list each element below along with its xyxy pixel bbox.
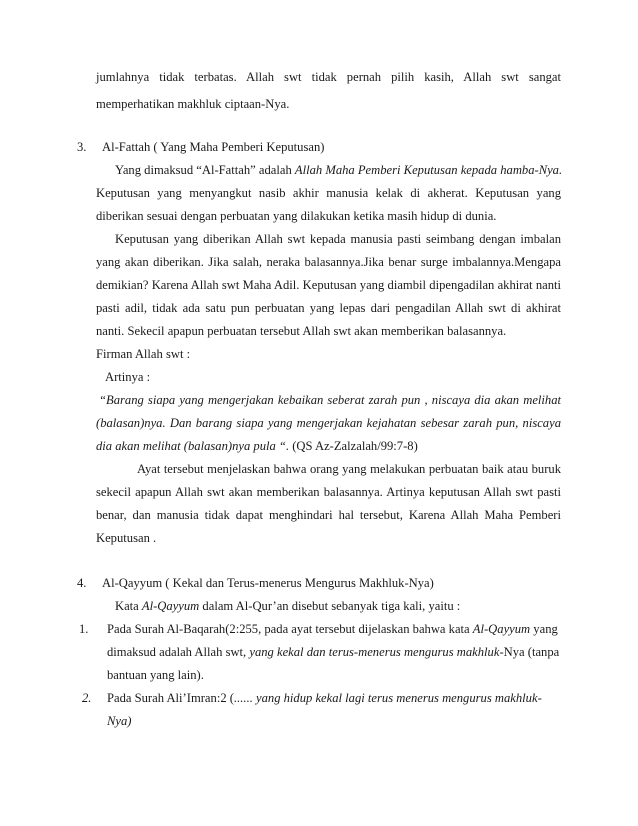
quote-reference: (QS Az-Zalzalah/99:7-8) — [289, 439, 418, 453]
s3-para2-line3: demikian? Karena Allah swt Maha Adil. Keputusan yang diambil dipengadilan akhirat nanti — [96, 278, 561, 292]
item-2-line1 — [107, 690, 542, 706]
s3-para3-line4: Keputusan . — [96, 531, 157, 545]
item-1-number: 1. — [79, 622, 89, 636]
s4-intro-text-a: Kata — [115, 599, 142, 613]
item-1-l2-text-a: dimaksud adalah Allah swt, — [107, 645, 250, 659]
item-1-term: Al-Qayyum — [472, 622, 531, 636]
item-1-line1 — [107, 621, 558, 637]
s4-intro — [115, 598, 460, 614]
item-1-l2-text-c: -Nya (tanpa — [499, 645, 560, 659]
section-3-heading: Al-Fattah ( Yang Maha Pemberi Keputusan) — [102, 140, 325, 154]
s3-para2-line4: pasti adil, tidak ada satu pun perbuatan yang lepas dari pengadilan Allah swt di akhirat — [96, 301, 561, 315]
intro-line-1: jumlahnya tidak terbatas. Allah swt tidak pernah pilih kasih, Allah swt sangat — [96, 70, 561, 84]
item-1-line3: bantuan yang lain). — [107, 668, 204, 682]
s3-para1-text: Yang dimaksud “Al-Fattah” adalah — [115, 163, 295, 177]
s4-intro-term: Al-Qayyum — [141, 599, 200, 613]
intro-line-2: memperhatikan makhluk ciptaan-Nya. — [96, 97, 290, 111]
item-2-number: 2. — [82, 691, 92, 705]
quote-line-3 — [96, 438, 418, 454]
quote-line-2: (balasan)nya. Dan barang siapa yang mengerjakan kejahatan sebesar zarah pun, niscaya — [96, 416, 561, 430]
quote-line-1: “Barang siapa yang mengerjakan kebaikan seberat zarah pun , niscaya dia akan melihat — [99, 393, 561, 407]
s3-para3-line3: benar, dan manusia tidak dapat menghindari hal tersebut, Karena Allah Maha Pemberi — [96, 508, 561, 522]
section-3-number: 3. — [77, 140, 87, 154]
s3-para1-italic: Allah Maha Pemberi Keputusan kepada hamba-Nya. — [294, 163, 563, 177]
artinya-label: Artinya : — [105, 370, 151, 384]
s3-para1-line3: diberikan sesuai dengan perbuatan yang dilakukan ketika masih hidup di dunia. — [96, 209, 497, 223]
item-2-italic: ...... yang hidup kekal lagi terus menerus mengurus makhluk- — [233, 691, 542, 705]
section-4-heading: Al-Qayyum ( Kekal dan Terus-menerus Mengurus Makhluk-Nya) — [102, 576, 434, 590]
section-4-number: 4. — [77, 576, 87, 590]
s3-para2-line5: nanti. Sekecil apapun perbuatan tersebut Allah swt akan memberikan balasannya. — [96, 324, 507, 338]
item-1-text-a: Pada Surah Al-Baqarah(2:255, pada ayat tersebut dijelaskan bahwa kata — [107, 622, 473, 636]
item-2-line2: Nya) — [107, 714, 132, 728]
s4-intro-text-c: dalam Al-Qur’an disebut sebanyak tiga kali, yaitu : — [199, 599, 461, 613]
s3-para3-line1: Ayat tersebut menjelaskan bahwa orang yang melakukan perbuatan baik atau buruk — [137, 462, 561, 476]
quote-end-italic: dia akan melihat (balasan)nya pula “. — [96, 439, 290, 453]
firman-label: Firman Allah swt : — [96, 347, 191, 361]
s3-para1-line1 — [115, 162, 562, 178]
item-1-text-c: yang — [530, 622, 558, 636]
s3-para2-line2: yang akan diberikan. Jika salah, neraka balasannya.Jika benar surge imbalannya.Mengapa — [96, 255, 561, 269]
item-1-l2-italic: yang kekal dan terus-menerus mengurus makhluk — [249, 645, 500, 659]
s3-para1-line2: Keputusan yang menyangkut nasib akhir manusia kelak di akherat. Keputusan yang — [96, 186, 561, 200]
item-2-text-a: Pada Surah Ali’Imran:2 ( — [107, 691, 234, 705]
s3-para3-line2: sekecil apapun Allah swt akan memberikan balasannya. Artinya keputusan Allah swt pasti — [96, 485, 561, 499]
item-1-line2 — [107, 644, 559, 660]
s3-para2-line1: Keputusan yang diberikan Allah swt kepada manusia pasti seimbang dengan imbalan — [115, 232, 561, 246]
